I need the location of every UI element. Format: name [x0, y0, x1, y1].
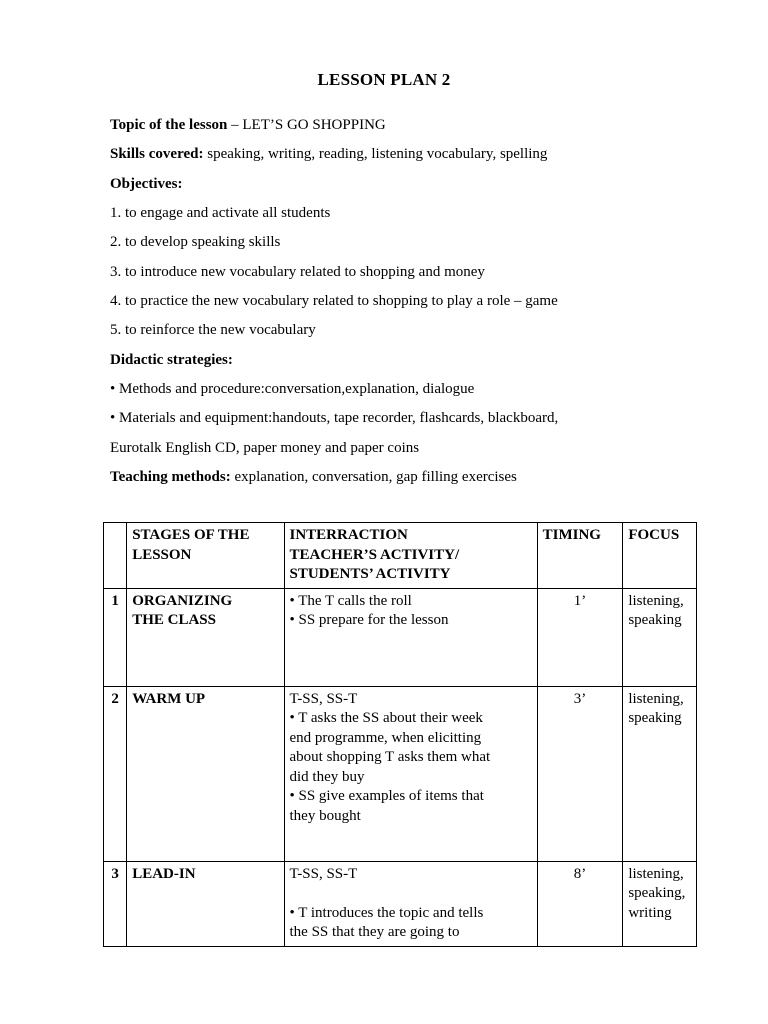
stage-line: THE CLASS: [132, 612, 216, 628]
strategies-heading: Didactic strategies:: [110, 352, 233, 368]
interaction-line: • T introduces the topic and tells: [289, 904, 484, 921]
objective-item: 1. to engage and activate all students: [110, 205, 331, 221]
focus-line: listening,: [628, 592, 684, 609]
row-number: 1: [104, 588, 127, 686]
header-interaction: [284, 523, 537, 589]
row-number: 3: [104, 861, 127, 946]
header-stages-line: STAGES OF THE: [132, 527, 250, 543]
row-number: 2: [104, 686, 127, 861]
strategy-item: • Materials and equipment:handouts, tape recorder, flashcards, blackboard,: [110, 410, 559, 426]
topic-line: [110, 115, 386, 135]
row-stage: [127, 686, 284, 861]
row-timing: 8’: [537, 861, 623, 946]
skills-line: [110, 144, 547, 164]
header-interaction-line: TEACHER’S ACTIVITY/: [289, 546, 460, 563]
teaching-value: explanation, conversation, gap filling exercises: [230, 469, 517, 485]
focus-line: listening,: [628, 690, 684, 707]
teaching-line: [110, 467, 517, 487]
objective-item: 3. to introduce new vocabulary related to shopping and money: [110, 264, 485, 280]
table-header-row: [104, 523, 697, 589]
row-interaction: [284, 861, 537, 946]
skills-label: Skills covered:: [110, 146, 204, 162]
interaction-line: T-SS, SS-T: [289, 690, 358, 707]
interaction-line: the SS that they are going to: [289, 924, 460, 940]
objectives-heading: Objectives:: [110, 176, 183, 192]
strategy-item: Eurotalk English CD, paper money and paper coins: [110, 440, 420, 456]
interaction-line: • SS prepare for the lesson: [289, 612, 449, 628]
interaction-spacer: [290, 884, 532, 904]
focus-line: speaking: [628, 710, 682, 726]
header-number: [104, 523, 127, 589]
row-timing: 3’: [537, 686, 623, 861]
table-row: [104, 861, 697, 946]
strategy-item: • Methods and procedure:conversation,explanation, dialogue: [110, 381, 475, 397]
objective-item: 2. to develop speaking skills: [110, 234, 281, 250]
teaching-label: Teaching methods:: [110, 469, 231, 485]
row-stage: [127, 588, 284, 686]
document-title: LESSON PLAN 2: [317, 70, 451, 89]
interaction-line: did they buy: [289, 768, 365, 785]
interaction-line: • T asks the SS about their week: [289, 710, 483, 726]
header-interaction-line: STUDENTS’ ACTIVITY: [289, 566, 451, 582]
focus-line: listening,: [628, 865, 684, 882]
interaction-line: about shopping T asks them what: [289, 749, 491, 765]
interaction-line: T-SS, SS-T: [289, 865, 358, 882]
skills-value: speaking, writing, reading, listening vocabulary, spelling: [203, 146, 548, 162]
row-interaction: [284, 686, 537, 861]
row-timing: 1’: [537, 588, 623, 686]
header-timing: TIMING: [537, 523, 623, 589]
interaction-line: • SS give examples of items that: [289, 788, 484, 804]
table-row: [104, 588, 697, 686]
objective-item: 5. to reinforce the new vocabulary: [110, 322, 316, 338]
objective-item: 4. to practice the new vocabulary related to shopping to play a role – game: [110, 293, 558, 309]
row-stage: [127, 861, 284, 946]
stage-line: ORGANIZING: [132, 592, 233, 609]
row-interaction: [284, 588, 537, 686]
stage-line: WARM UP: [132, 690, 206, 707]
header-focus: FOCUS: [623, 523, 697, 589]
topic-label: Topic of the lesson: [110, 117, 228, 133]
focus-line: speaking: [628, 612, 682, 628]
focus-line: speaking,: [628, 885, 686, 901]
interaction-line: end programme, when elicitting: [289, 729, 482, 746]
table-row: [104, 686, 697, 861]
row-focus: [623, 686, 697, 861]
topic-value: – LET’S GO SHOPPING: [227, 117, 386, 133]
interaction-line: they bought: [289, 807, 361, 824]
header-interaction-line: INTERRACTION: [289, 527, 408, 543]
header-stages-line: LESSON: [132, 546, 192, 563]
header-stages: [127, 523, 284, 589]
lesson-table: [103, 522, 697, 947]
interaction-line: • The T calls the roll: [289, 592, 412, 609]
row-focus: [623, 588, 697, 686]
row-focus: [623, 861, 697, 946]
focus-line: writing: [628, 904, 672, 921]
stage-line: LEAD-IN: [132, 865, 196, 882]
